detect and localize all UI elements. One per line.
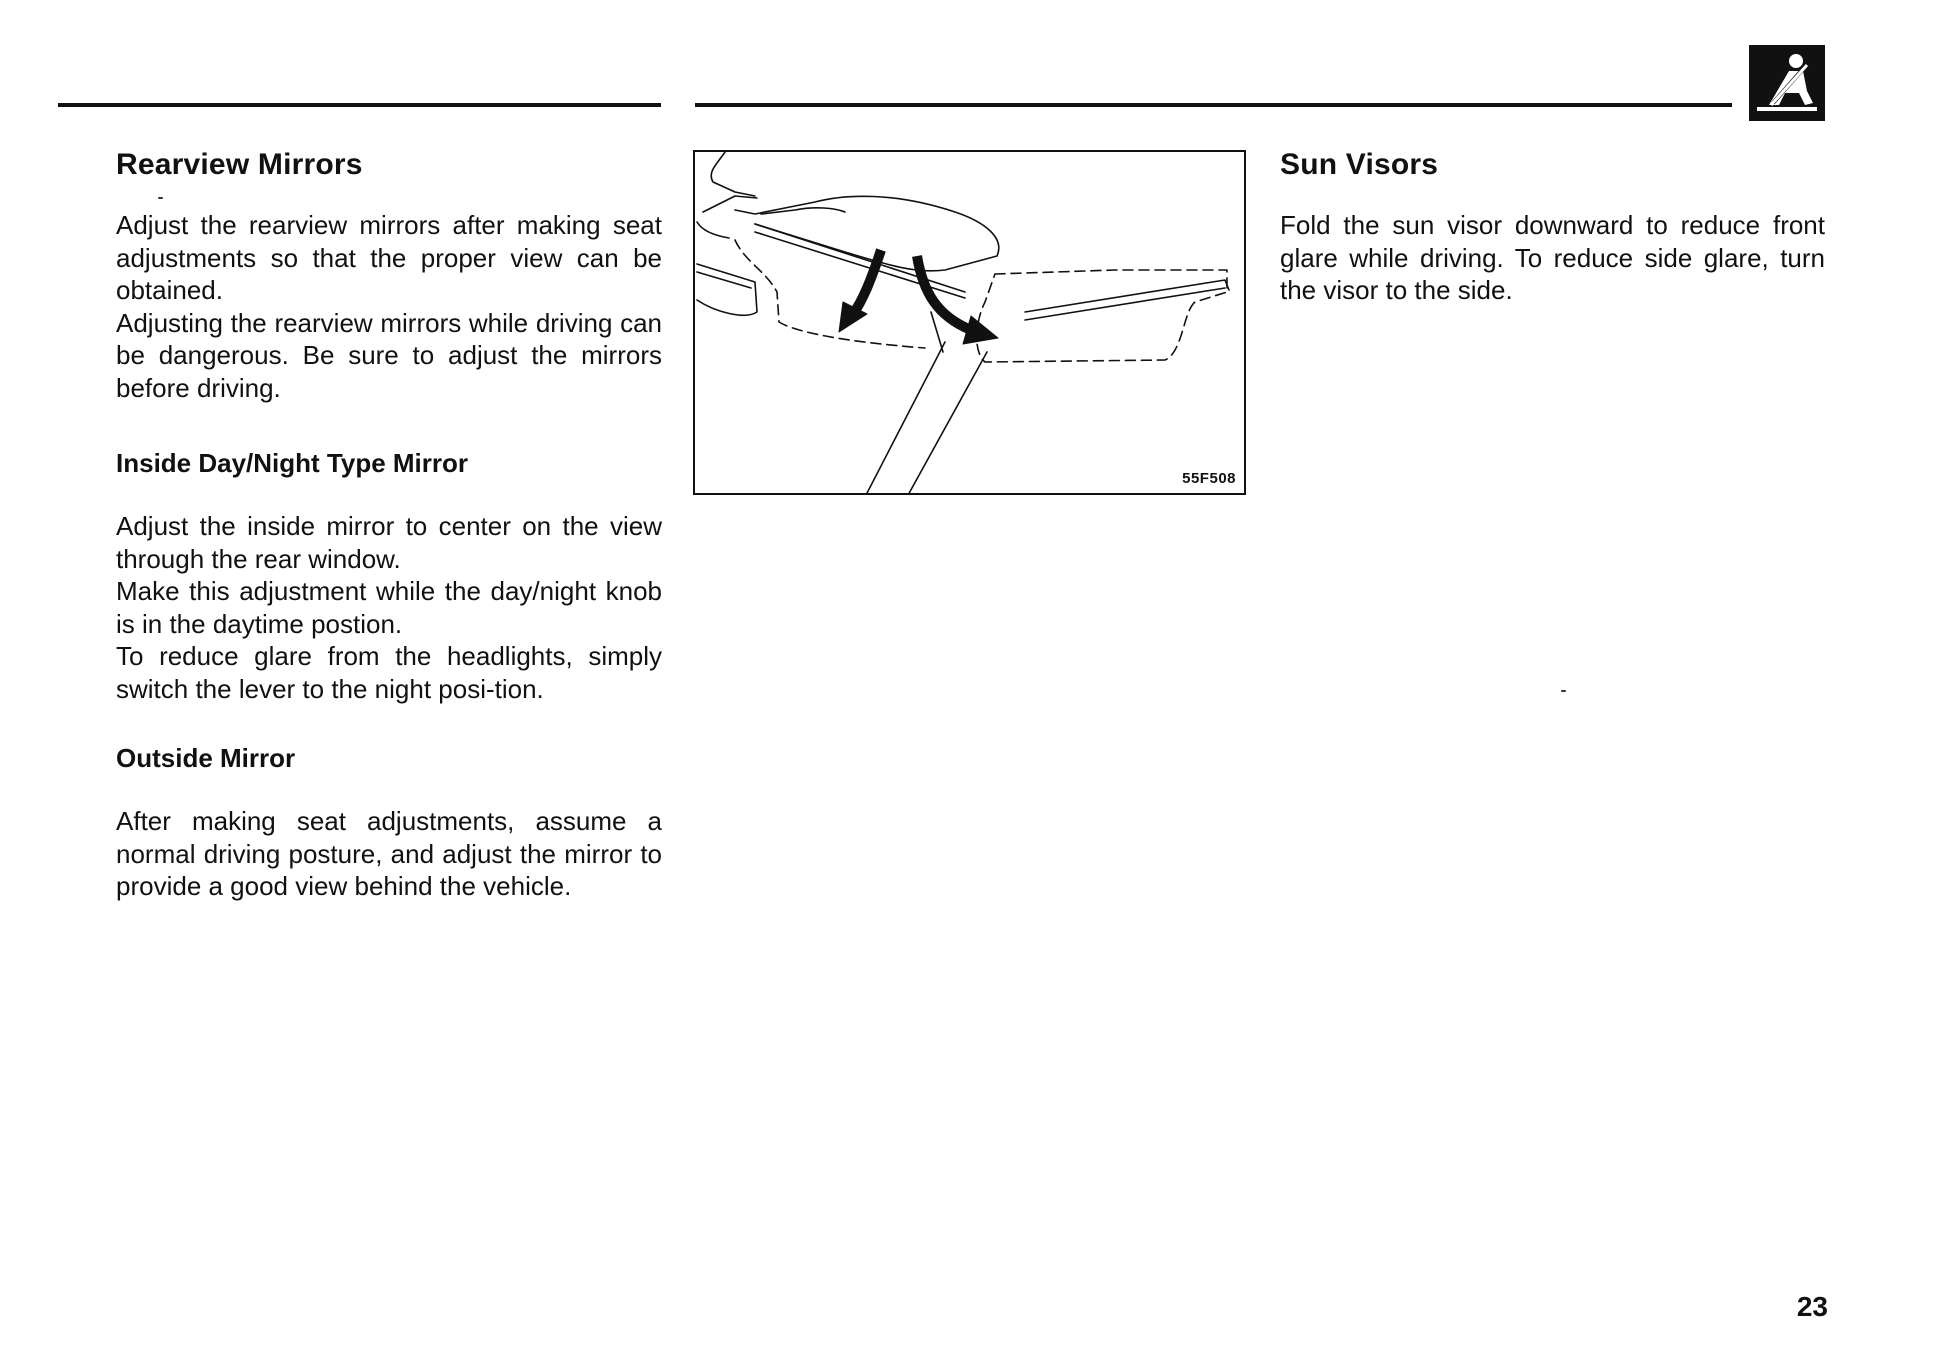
outside-mirror-paragraph: After making seat adjustments, assume a normal driving posture, and adjust the mirror to provide a good view behind the vehicle. xyxy=(116,806,662,901)
subheading-outside-mirror: Outside Mirror xyxy=(116,743,296,773)
sun-visor-figure xyxy=(693,150,1246,495)
rearview-mirrors-section xyxy=(116,145,662,903)
seatbelt-icon xyxy=(1749,45,1825,121)
subheading-inside-mirror: Inside Day/Night Type Mirror xyxy=(116,448,469,478)
header-rule-left xyxy=(58,103,661,107)
sun-visors-section xyxy=(1280,145,1825,307)
header-rule-right xyxy=(695,103,1732,107)
section-title-rearview-mirrors: Rearview Mirrors xyxy=(116,148,363,181)
scan-speck xyxy=(158,197,163,199)
scan-speck xyxy=(1561,690,1566,692)
figure-code: 55F508 xyxy=(1182,470,1236,487)
inside-mirror-paragraph-1: Adjust the inside mirror to center on the view through the rear window. xyxy=(116,511,662,574)
page-number: 23 xyxy=(1796,1291,1828,1322)
inside-mirror-paragraph-3: To reduce glare from the headlights, simply switch the lever to the night posi-tion. xyxy=(116,641,662,704)
inside-mirror-paragraph-2: Make this adjustment while the day/night knob is in the daytime postion. xyxy=(116,576,662,639)
rearview-intro-paragraph-2: Adjusting the rearview mirrors while driving can be dangerous. Be sure to adjust the mirrors before driving. xyxy=(116,307,662,403)
sun-visor-illustration xyxy=(695,152,1246,495)
rearview-intro-paragraph-1: Adjust the rearview mirrors after making seat adjustments so that the proper view can be obtained. xyxy=(116,210,662,305)
section-title-sun-visors: Sun Visors xyxy=(1280,148,1439,181)
sun-visors-paragraph: Fold the sun visor downward to reduce front glare while driving. To reduce side glare, turn the visor to the side. xyxy=(1280,210,1825,305)
